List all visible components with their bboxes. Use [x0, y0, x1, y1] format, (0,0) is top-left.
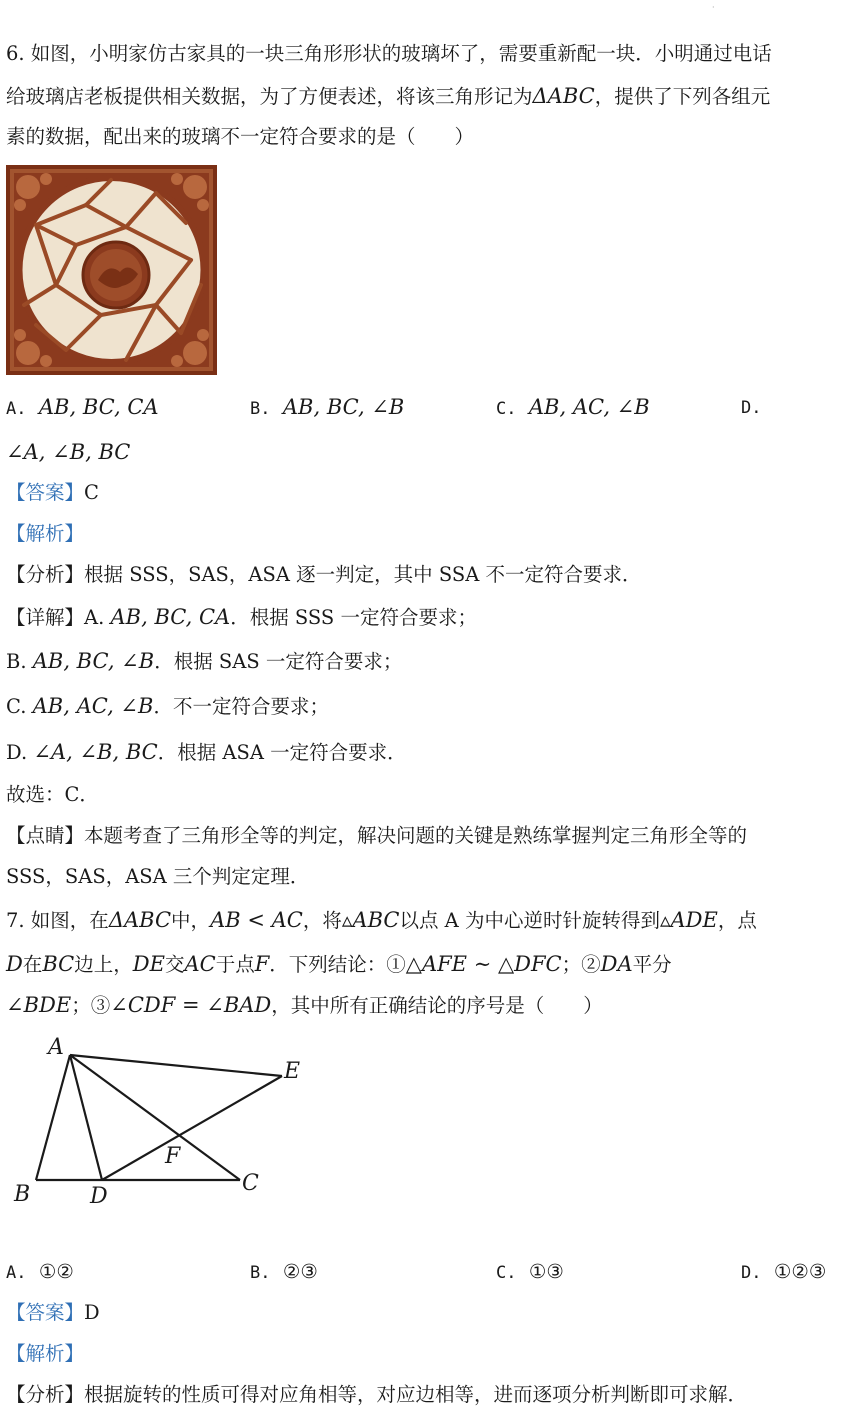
point-b-label: B	[14, 1182, 31, 1207]
q6-answer: 【答案】C	[6, 481, 99, 504]
q7-option-b: B. ②③	[250, 1260, 318, 1283]
q6-detail-c: C. AB, AC, ∠B．不一定符合要求；	[6, 694, 329, 718]
q7-option-d: D. ①②③	[741, 1260, 827, 1283]
q6-option-d-value: ∠A, ∠B, BC	[6, 440, 131, 464]
triangle-rotation-diagram	[0, 1025, 320, 1215]
carved-window-image	[6, 165, 217, 375]
q6-dianjing-2: SSS，SAS，ASA 三个判定定理．	[6, 865, 310, 888]
point-c-label: C	[242, 1171, 259, 1196]
q6-analysis-tag: 【解析】	[6, 522, 85, 545]
q7-option-a: A. ①②	[6, 1260, 74, 1283]
q6-detail-a: 【详解】A. AB, BC, CA．根据 SSS 一定符合要求；	[6, 605, 477, 629]
q6-option-c: C. AB, AC, ∠B	[496, 395, 650, 419]
segment-ac	[70, 1055, 240, 1180]
q6-fenxi: 【分析】根据 SSS，SAS，ASA 逐一判定，其中 SSA 不一定符合要求．	[6, 563, 642, 586]
q7-stem-line-2: D在BC边上，DE交AC于点F．下列结论：①△AFE ∼ △DFC；②DA平分	[6, 952, 672, 976]
q6-stem-line-1: 6. 如图，小明家仿古家具的一块三角形形状的玻璃坏了，需要重新配一块．小明通过电话	[6, 42, 772, 65]
q6-detail-b: B. AB, BC, ∠B．根据 SAS 一定符合要求；	[6, 649, 403, 673]
q7-stem-line-3: ∠BDE；③∠CDF = ∠BAD，其中所有正确结论的序号是（ ）	[6, 993, 603, 1017]
q7-stem-line-1: 7. 如图，在ΔABC中，AB < AC，将▵ABC以点 A 为中心逆时针旋转得到▵ADE，点	[6, 908, 757, 932]
point-e-label: E	[284, 1059, 301, 1084]
segment-ae	[70, 1055, 282, 1076]
q6-option-a: A. AB, BC, CA	[6, 395, 159, 419]
q6-stem-line-2: 给玻璃店老板提供相关数据，为了方便表述，将该三角形记为ΔABC，提供了下列各组元	[6, 84, 771, 108]
q7-answer: 【答案】D	[6, 1301, 100, 1324]
point-a-label: A	[48, 1035, 64, 1060]
q6-stem-line-3: 素的数据，配出来的玻璃不一定符合要求的是（ ）	[6, 125, 475, 148]
q6-choice: 故选：C．	[6, 783, 99, 806]
q7-analysis-tag: 【解析】	[6, 1342, 85, 1365]
q7-fenxi: 【分析】根据旋转的性质可得对应角相等，对应边相等，进而逐项分析判断即可求解．	[6, 1383, 748, 1406]
segment-de	[102, 1076, 282, 1180]
q6-option-d-label: D.	[741, 398, 762, 418]
q7-option-c: C. ①③	[496, 1260, 564, 1283]
point-f-label: F	[165, 1144, 181, 1169]
q6-dianjing-1: 【点睛】本题考查了三角形全等的判定，解决问题的关键是熟练掌握判定三角形全等的	[6, 824, 748, 847]
segment-ab	[36, 1055, 70, 1180]
page-mark: ·	[712, 3, 715, 12]
point-d-label: D	[90, 1184, 108, 1209]
q6-detail-d: D. ∠A, ∠B, BC．根据 ASA 一定符合要求．	[6, 740, 407, 764]
q6-option-b: B. AB, BC, ∠B	[250, 395, 405, 419]
